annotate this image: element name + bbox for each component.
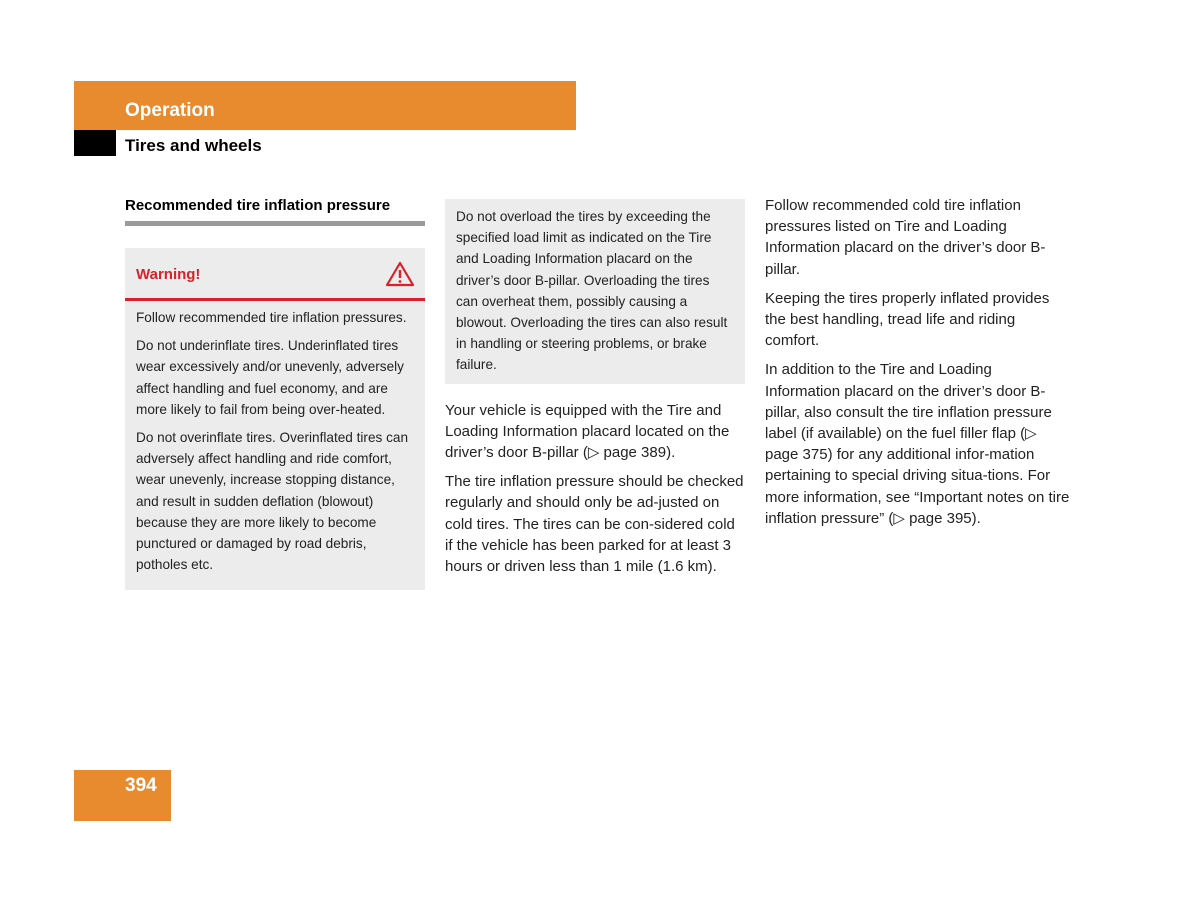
body-text [445,400,745,578]
column-middle [445,199,745,585]
column-left [125,196,425,590]
column-right [765,195,1070,537]
warning-paragraph: Do not overinflate tires. Overinflated tires can adversely affect handling and ride comfort, wear unevenly, increase stopping distance, and result in sudden deflation (blowout) because they are more likely to become punctured or damaged by road debris, potholes etc. [136,430,409,573]
overload-note-box [445,199,745,384]
body-paragraph: The tire inflation pressure should be checked regularly and should only be ad-justed on cold tires. The tires can be con-sidered cold if the vehicle has been parked for at least 3 hours or driven less than 1 mile (1.6 km). [445,473,744,576]
section-heading: Recommended tire inflation pressure [125,196,425,226]
body-paragraph: Follow recommended cold tire inflation pressures listed on Tire and Loading Information placard on the driver’s door B-pillar. [765,197,1046,278]
warning-triangle-icon [385,261,415,287]
body-paragraph: Keeping the tires properly inflated provides the best handling, tread life and riding comfort. [765,289,1050,350]
warning-paragraph: Follow recommended tire inflation pressures. [136,310,407,325]
overload-note-text: Do not overload the tires by exceeding the specified load limit as indicated on the Tire and Loading Information placard on the driver’s door B-pillar. Overloading the tires can overheat them, possibly causing a blowout. Overloading the tires can also result in handling or steering problems, or brake failure. [456,209,728,373]
body-paragraph: In addition to the Tire and Loading Information placard on the driver’s door B-pillar, also consult the tire inflation pressure label (if available) on the fuel filler flap (▷ page 375) for any additional infor-mation pertaining to special driving situa-tions. For more information, see “Important notes on tire inflation pressure” (▷ page 395). [765,361,1070,527]
warning-body [125,301,425,590]
body-paragraph: Your vehicle is equipped with the Tire and Loading Information placard located on the driver’s door B-pillar (▷ page 389). [445,401,730,462]
warning-paragraph: Do not underinflate tires. Underinflated tires wear excessively and/or unevenly, adversely affect handling and fuel economy, and are more likely to fail from being over-heated. [136,338,404,417]
warning-label: Warning! [136,265,201,283]
warning-header [125,248,425,301]
section-tab-marker [74,130,116,156]
warning-box [125,248,425,590]
page-number: 394 [125,775,157,796]
section-title: Operation [125,100,215,121]
subsection-title: Tires and wheels [125,136,262,155]
